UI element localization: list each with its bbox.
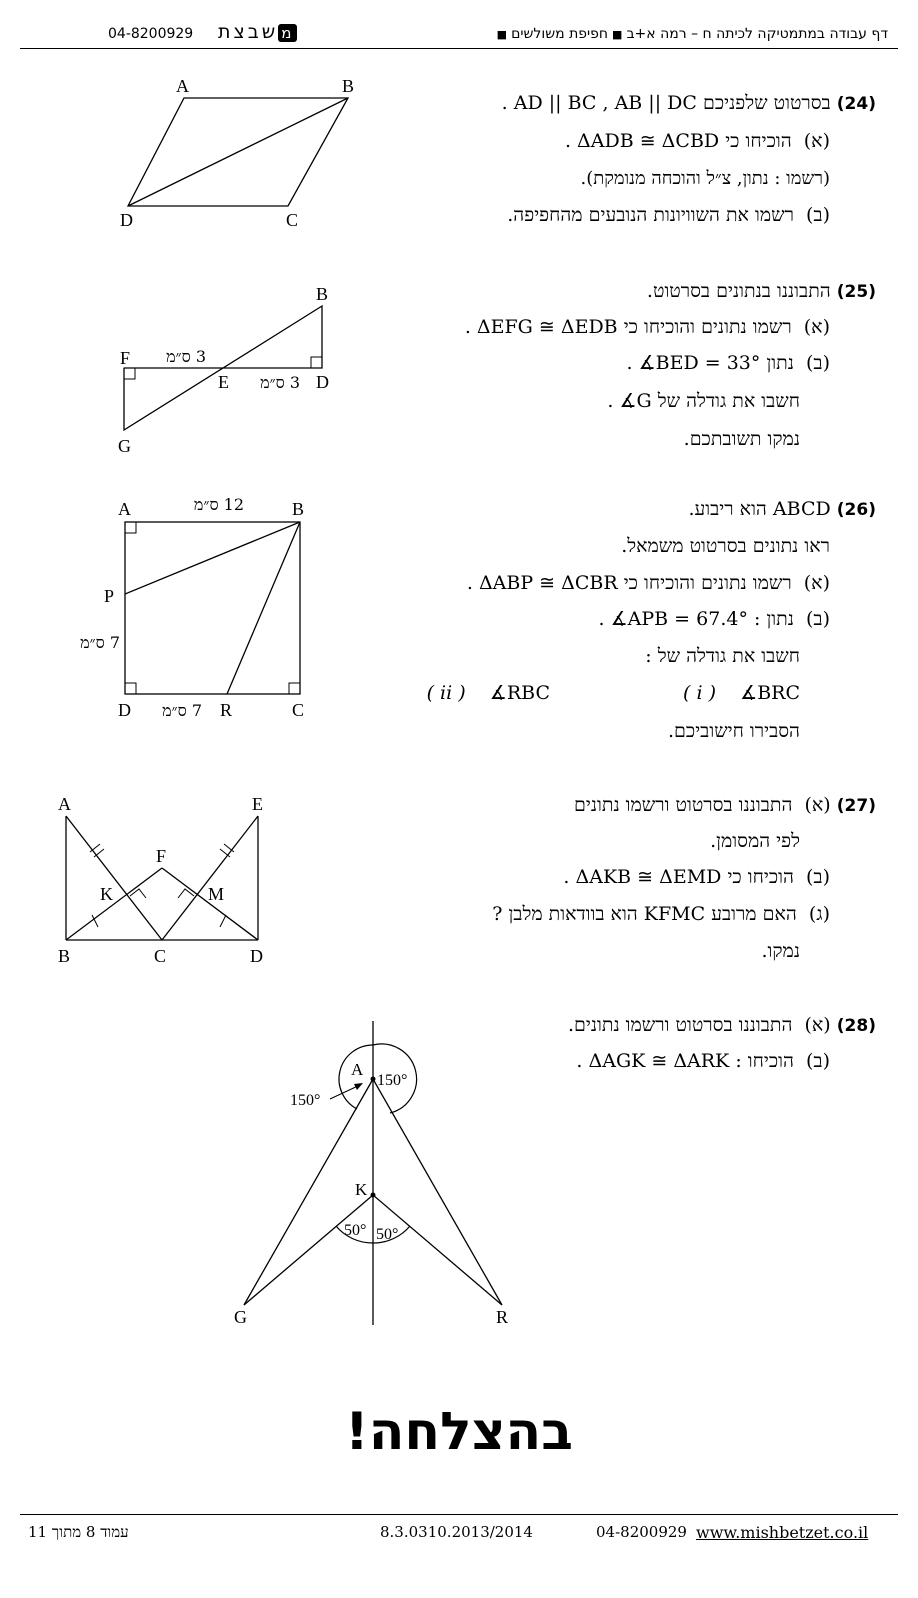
label-d: D bbox=[250, 946, 263, 966]
q25-b2-math: ∡G bbox=[619, 390, 652, 412]
label-c: C bbox=[154, 946, 167, 966]
q26-a-label: (א) bbox=[803, 572, 830, 594]
q26-i-math: ∡BRC bbox=[740, 682, 800, 704]
q27-b-text: הוכיחו כי bbox=[727, 866, 794, 888]
q27-part-b: (ב) הוכיחו כי ΔAKB ≅ ΔEMD . bbox=[563, 866, 830, 888]
q26-number: (26) bbox=[836, 500, 876, 520]
q26-intro-text: הוא ריבוע. bbox=[688, 498, 767, 520]
label-f: F bbox=[156, 846, 167, 866]
footer-url-link[interactable]: www.mishbetzet.co.il bbox=[696, 1523, 869, 1542]
diagonal-db bbox=[128, 98, 348, 206]
q25-part-a: (א) רשמו נתונים והוכיחו כי ΔEFG ≅ ΔEDB . bbox=[464, 316, 830, 338]
q24-a-label: (א) bbox=[803, 130, 830, 152]
angle-label-k-left: 50° bbox=[344, 1222, 367, 1239]
q24-note: (רשמו : נתון, צ״ל והוכחה מנומקת). bbox=[580, 168, 830, 189]
tick-em-2 bbox=[220, 849, 230, 857]
q26-b-label: (ב) bbox=[806, 608, 830, 630]
q28-part-a bbox=[568, 1014, 876, 1037]
label-a: A bbox=[118, 499, 131, 519]
q24-b-label: (ב) bbox=[806, 204, 830, 226]
q25-part-b2: חשבו את גודלה של ∡G . bbox=[607, 390, 800, 412]
angle-label-left: 150° bbox=[290, 1092, 321, 1109]
header-title bbox=[493, 26, 888, 42]
q27-a-label: (א) bbox=[804, 794, 831, 816]
q26-a-math: ΔABP ≅ ΔCBR bbox=[478, 572, 618, 594]
label-r: R bbox=[220, 700, 233, 720]
footer-page: עמוד 8 מתוך 11 bbox=[28, 1523, 129, 1541]
vertex-label-d: D bbox=[120, 210, 133, 230]
q24-part-a: (א) הוכיחו כי ΔADB ≅ ΔCBD . bbox=[564, 130, 830, 152]
q26-part-b: (ב) נתון : ∡APB = 67.4° . bbox=[598, 608, 830, 630]
q27-number: (27) bbox=[836, 796, 876, 816]
label-b: B bbox=[316, 284, 329, 304]
q25-intro-text: התבוננו בנתונים בסרטוט. bbox=[646, 280, 831, 302]
q25-shape bbox=[124, 306, 322, 430]
q27-part-a2: לפי המסומן. bbox=[710, 830, 800, 852]
q24-a-text: הוכיחו כי bbox=[725, 130, 792, 152]
logo-text: שבצת bbox=[218, 21, 279, 43]
angle-label-k-right: 50° bbox=[376, 1226, 399, 1243]
q27-c-math: KFMC bbox=[643, 903, 706, 925]
label-d: D bbox=[118, 700, 131, 720]
q26-part-a: (א) רשמו נתונים והוכיחו כי ΔABP ≅ ΔCBR . bbox=[466, 572, 830, 594]
label-k: K bbox=[355, 1180, 368, 1199]
q26-b-text: נתון : bbox=[754, 608, 794, 630]
q25-a-label: (א) bbox=[803, 316, 830, 338]
tick-md bbox=[220, 915, 226, 927]
q28-b-text: הוכיחו : bbox=[735, 1050, 794, 1072]
length-ed: 3 ס״מ bbox=[260, 373, 300, 392]
q26-intro-math: ABCD bbox=[772, 498, 831, 520]
right-angle-f bbox=[124, 368, 135, 379]
q27-figure bbox=[50, 788, 290, 973]
q26-part-b3: הסבירו חישוביכם. bbox=[668, 720, 800, 742]
vertex-label-a: A bbox=[176, 76, 189, 96]
label-p: P bbox=[104, 586, 115, 606]
q26-line2: ראו נתונים בסרטוט משמאל. bbox=[621, 535, 830, 557]
q28-a-text: התבוננו בסרטוט ורשמו נתונים. bbox=[567, 1014, 793, 1036]
q28-b-label: (ב) bbox=[806, 1050, 830, 1072]
square-abcd bbox=[125, 522, 300, 694]
closing-text: בהצלחה! bbox=[344, 1402, 573, 1462]
q27-b-label: (ב) bbox=[806, 866, 830, 888]
point-a bbox=[371, 1077, 376, 1082]
label-c: C bbox=[292, 700, 305, 720]
q26-sub-ii bbox=[427, 682, 550, 704]
q24-part-b bbox=[507, 204, 830, 227]
length-ab: 12 ס״מ bbox=[193, 495, 244, 514]
point-k bbox=[371, 1193, 376, 1198]
segment-kg bbox=[244, 1195, 373, 1305]
label-a: A bbox=[58, 794, 71, 814]
q25-a-text: רשמו נתונים והוכיחו כי bbox=[623, 316, 792, 338]
q28-part-b: (ב) הוכיחו : ΔAGK ≅ ΔARK . bbox=[576, 1050, 830, 1072]
q24-intro: (24) בסרטוט שלפניכם AD || BC , AB || DC . bbox=[501, 92, 876, 114]
angle-label-right: 150° bbox=[377, 1072, 408, 1089]
footer-code: 8.3.0310.2013/2014 bbox=[380, 1523, 533, 1541]
page-footer bbox=[20, 1514, 898, 1542]
q27-b-math: ΔAKB ≅ ΔEMD bbox=[575, 866, 722, 888]
label-m: M bbox=[208, 884, 225, 904]
right-angle-d bbox=[125, 683, 136, 694]
header-separator: ■ bbox=[496, 28, 508, 41]
label-e: E bbox=[252, 794, 263, 814]
q25-a-math: ΔEFG ≅ ΔEDB bbox=[476, 316, 618, 338]
footer-phone: 04-8200929 bbox=[596, 1523, 687, 1541]
q27-part-c bbox=[492, 903, 830, 926]
q24-intro-text: בסרטוט שלפניכם bbox=[702, 92, 831, 114]
label-a: A bbox=[351, 1060, 364, 1079]
q25-figure bbox=[110, 280, 350, 460]
label-e: E bbox=[218, 372, 229, 392]
q24-b-text: רשמו את השוויונות הנובעים מהחפיפה. bbox=[507, 204, 794, 226]
header-phone: 04-8200929 bbox=[108, 26, 194, 42]
q25-intro bbox=[647, 280, 876, 303]
q26-a-text: רשמו נתונים והוכיחו כי bbox=[623, 572, 792, 594]
tick-ak-2 bbox=[94, 849, 104, 857]
right-angle-a bbox=[125, 522, 136, 533]
q26-b-math: ∡APB = 67.4° bbox=[610, 608, 748, 630]
label-f: F bbox=[120, 348, 131, 368]
q24-number: (24) bbox=[836, 94, 876, 114]
vertex-label-b: B bbox=[342, 76, 355, 96]
q27-a-text: התבוננו בסרטוט ורשמו נתונים bbox=[573, 794, 793, 816]
q24-a-math: ΔADB ≅ ΔCBD bbox=[577, 130, 720, 152]
q25-part-b3: נמקו תשובתכם. bbox=[683, 428, 800, 450]
segment-ag bbox=[244, 1079, 373, 1305]
q27-c-text-post: הוא בוודאות מלבן ? bbox=[492, 903, 638, 925]
q26-ii-label: ( ii ) bbox=[426, 682, 466, 704]
q28-number: (28) bbox=[836, 1016, 876, 1036]
label-b: B bbox=[58, 946, 71, 966]
q26-i-label: ( i ) bbox=[683, 682, 716, 704]
length-fe: 3 ס״מ bbox=[166, 347, 206, 366]
q26-intro bbox=[689, 498, 877, 521]
q26-sub-i bbox=[683, 682, 800, 704]
q25-b2-text: חשבו את גודלה של bbox=[657, 390, 800, 412]
q27-part-a bbox=[574, 794, 876, 817]
q25-b-math: ∡BED = 33° bbox=[638, 352, 761, 374]
q25-number: (25) bbox=[836, 282, 876, 302]
arrow-head bbox=[354, 1083, 363, 1090]
q26-square-figure bbox=[56, 490, 326, 730]
logo bbox=[218, 21, 297, 43]
q27-c-label: (ג) bbox=[808, 903, 830, 925]
label-k: K bbox=[100, 884, 113, 904]
q28-figure bbox=[230, 1015, 530, 1335]
header-title-main: דף עבודה במתמטיקה לכיתה ח – רמה א+ב bbox=[626, 26, 888, 42]
q24-parallelogram-figure bbox=[110, 72, 370, 232]
label-d: D bbox=[316, 372, 329, 392]
q28-a-label: (א) bbox=[804, 1014, 831, 1036]
q25-b-text: נתון bbox=[766, 352, 794, 374]
label-g: G bbox=[234, 1307, 247, 1327]
segment-kr bbox=[373, 1195, 502, 1305]
q26-ii-math: ∡RBC bbox=[489, 682, 550, 704]
right-angle-d bbox=[311, 357, 322, 368]
header-title-topic: חפיפת משולשים bbox=[511, 26, 609, 42]
q26-part-b2: חשבו את גודלה של : bbox=[645, 645, 800, 667]
vertex-label-c: C bbox=[286, 210, 299, 230]
q24-given: AD || BC , AB || DC bbox=[513, 92, 697, 114]
logo-mark: מ bbox=[278, 24, 297, 42]
label-g: G bbox=[118, 436, 131, 456]
q25-part-b: (ב) נתון ∡BED = 33° . bbox=[626, 352, 830, 374]
label-r: R bbox=[496, 1307, 509, 1327]
length-dr: 7 ס״מ bbox=[162, 701, 202, 720]
right-angle-c bbox=[289, 683, 300, 694]
q25-b-label: (ב) bbox=[806, 352, 830, 374]
q27-c-text-pre: האם מרובע bbox=[711, 903, 797, 925]
length-pd: 7 ס״מ bbox=[80, 633, 120, 652]
q27-part-c2: נמקו. bbox=[761, 940, 800, 962]
arrow-line bbox=[330, 1085, 360, 1099]
q28-b-math: ΔAGK ≅ ΔARK bbox=[588, 1050, 730, 1072]
header-separator: ■ bbox=[612, 28, 623, 41]
label-b: B bbox=[292, 499, 305, 519]
page-header bbox=[20, 20, 898, 49]
